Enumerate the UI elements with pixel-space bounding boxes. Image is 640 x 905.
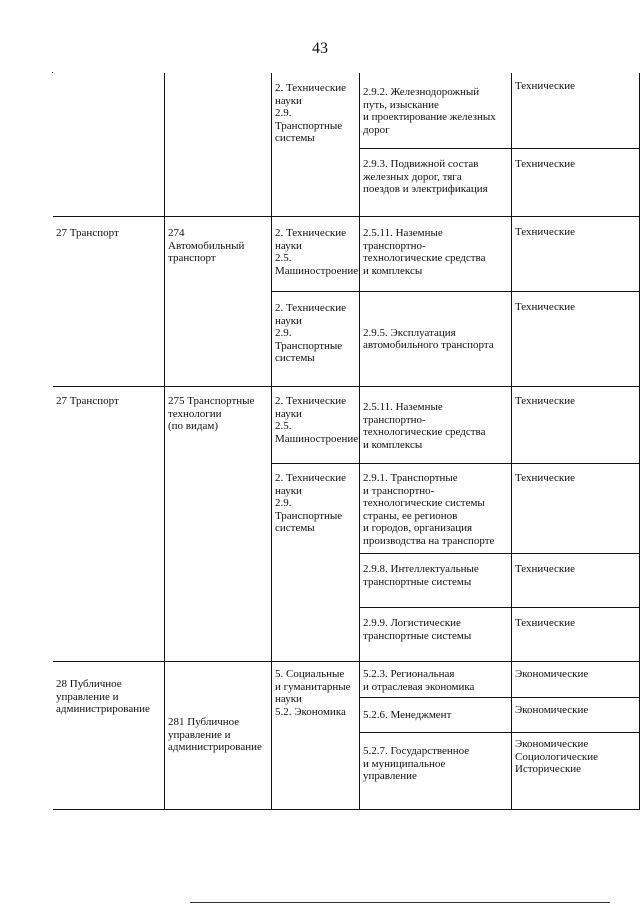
table-cell: Экономические — [512, 662, 640, 698]
table-cell: 281 Публичное управление и администрирование — [165, 662, 272, 810]
table-cell: 2. Технические науки 2.9. Транспортные системы — [272, 73, 360, 217]
table-cell: 2. Технические науки 2.5. Машиностроение — [272, 387, 360, 464]
table-cell: Технические — [512, 149, 640, 217]
table-cell: 2.9.3. Подвижной состав железных дорог, тяга поездов и электрификация — [360, 149, 512, 217]
table-cell — [53, 73, 165, 217]
table-cell: 274 Автомобильный транспорт — [165, 217, 272, 387]
table-cell: 5.2.3. Региональная и отраслевая экономика — [360, 662, 512, 698]
specialties-table — [52, 72, 599, 782]
table-cell: 2. Технические науки 2.9. Транспортные системы — [272, 464, 360, 662]
table-cell: 2.9.5. Эксплуатация автомобильного транспорта — [360, 292, 512, 387]
table-cell: 2.9.8. Интеллектуальные транспортные системы — [360, 554, 512, 608]
table-cell: 2.5.11. Наземные транспортно- технологические средства и комплексы — [360, 217, 512, 292]
table-cell: 5. Социальные и гуманитарные науки 5.2. Экономика — [272, 662, 360, 810]
table-cell: Технические — [512, 292, 640, 387]
page-number: 43 — [312, 40, 328, 57]
table-cell: 5.2.7. Государственное и муниципальное управление — [360, 733, 512, 810]
table-cell: 275 Транспортные технологии (по видам) — [165, 387, 272, 662]
table-cell: Технические — [512, 464, 640, 554]
table-cell: Экономические Социологические Исторические — [512, 733, 640, 810]
table-cell: 2.9.2. Железнодорожный путь, изыскание и проектирование железных дорог — [360, 73, 512, 149]
table-cell: 27 Транспорт — [53, 217, 165, 387]
table-cell: Технические — [512, 608, 640, 662]
table-cell: 28 Публичное управление и администрирование — [53, 662, 165, 810]
table-cell: 2. Технические науки 2.5. Машиностроение — [272, 217, 360, 292]
table-cell: Технические — [512, 387, 640, 464]
table-cell — [165, 73, 272, 217]
table-cell: 5.2.6. Менеджмент — [360, 698, 512, 733]
table-cell: Технические — [512, 554, 640, 608]
table-cell: 2.5.11. Наземные транспортно- технологические средства и комплексы — [360, 387, 512, 464]
scan-edge-line — [190, 902, 610, 903]
table-cell: Технические — [512, 73, 640, 149]
table-cell: 2.9.9. Логистические транспортные системы — [360, 608, 512, 662]
table-cell: Экономические — [512, 698, 640, 733]
table-cell: 2.9.1. Транспортные и транспортно- технологические системы страны, ее регионов и городов, организация производства на транспорте — [360, 464, 512, 554]
table-cell: Технические — [512, 217, 640, 292]
table-cell: 27 Транспорт — [53, 387, 165, 662]
table-cell: 2. Технические науки 2.9. Транспортные системы — [272, 292, 360, 387]
